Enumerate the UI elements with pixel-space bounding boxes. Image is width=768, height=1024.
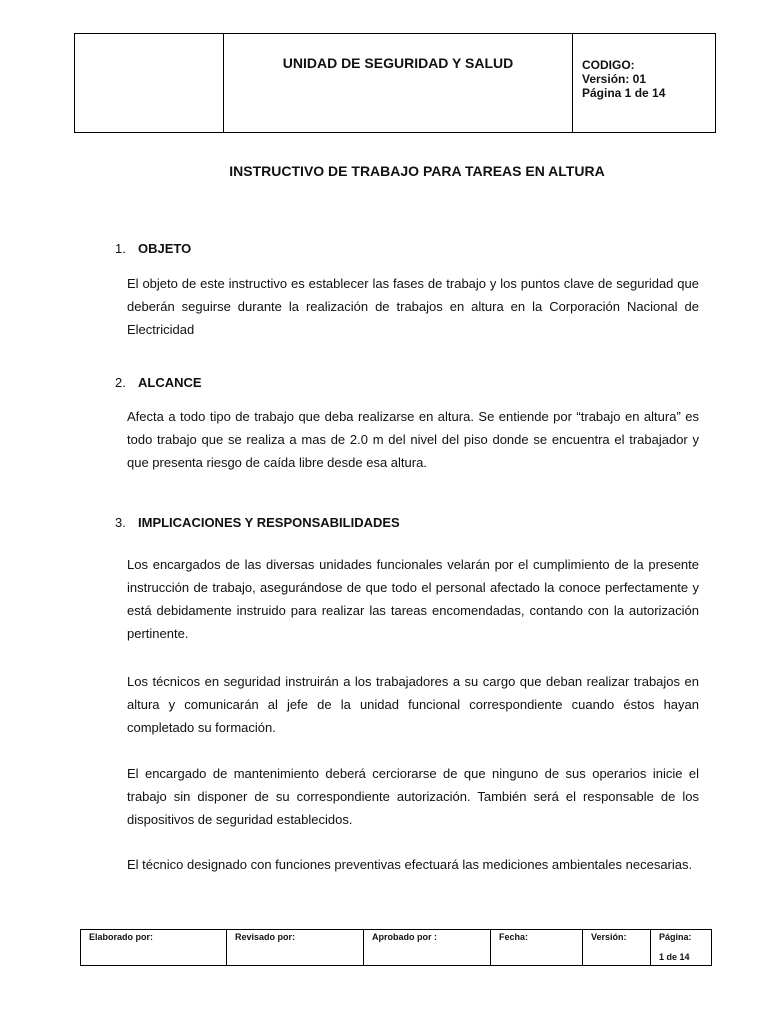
- codigo-label: CODIGO:: [582, 58, 635, 72]
- footer-table: [80, 929, 712, 966]
- paragraph: Afecta a todo tipo de trabajo que deba realizarse en altura. Se entiende por “trabajo en altura” es todo trabajo que se realiza a mas de 2.0 m del nivel del piso donde se encuentra el trabajador y que presenta riesgo de caída libre desde esa altura.: [127, 409, 699, 470]
- paragraph: El técnico designado con funciones preventivas efectuará las mediciones ambientales necesarias.: [127, 857, 693, 872]
- section-heading-implicaciones: [115, 515, 400, 530]
- footer-pagina-value: 1 de 14: [659, 952, 690, 962]
- footer-elaborado: Elaborado por:: [81, 930, 227, 965]
- paragraph: Los encargados de las diversas unidades funcionales velarán por el cumplimiento de la presente instrucción de trabajo, asegurándose de que todo el personal afectado la conoce perfectamente y está debidamente instruido para realizar las tareas encomendadas, contando con la autorización pertinente.: [127, 557, 699, 641]
- unit-title: UNIDAD DE SEGURIDAD Y SALUD: [224, 34, 573, 132]
- section-number: 1.: [115, 241, 126, 256]
- paragraph: El objeto de este instructivo es establecer las fases de trabajo y los puntos clave de seguridad que deberán seguirse durante la realización de trabajos en altura en la Corporación Nacional de Electricidad: [127, 276, 699, 337]
- section-title: ALCANCE: [138, 375, 202, 390]
- section-number: 3.: [115, 515, 126, 530]
- page-label: Página 1 de 14: [582, 86, 666, 100]
- section-heading-alcance: [115, 375, 202, 390]
- footer-pagina: [651, 930, 711, 965]
- document-title: INSTRUCTIVO DE TRABAJO PARA TAREAS EN ALTURA: [229, 163, 605, 179]
- footer-fecha: Fecha:: [491, 930, 583, 965]
- section-heading-objeto: [115, 241, 191, 256]
- section-number: 2.: [115, 375, 126, 390]
- footer-pagina-label: Página:: [659, 932, 692, 942]
- footer-aprobado: Aprobado por :: [364, 930, 491, 965]
- section-title: IMPLICACIONES Y RESPONSABILIDADES: [138, 515, 400, 530]
- version-label: Versión: 01: [582, 72, 647, 86]
- header-table: [74, 33, 716, 133]
- paragraph: Los técnicos en seguridad instruirán a los trabajadores a su cargo que deban realizar trabajos en altura y comunicarán al jefe de la unidad funcional correspondiente cuando éstos hayan completado su formación.: [127, 674, 699, 735]
- document-meta: [573, 34, 715, 132]
- footer-version: Versión:: [583, 930, 651, 965]
- logo-cell: [75, 34, 224, 132]
- paragraph: El encargado de mantenimiento deberá cerciorarse de que ninguno de sus operarios inicie el trabajo sin disponer de su correspondiente autorización. También será el responsable de los dispositivos de seguridad establecidos.: [127, 766, 699, 827]
- section-title: OBJETO: [138, 241, 192, 256]
- footer-revisado: Revisado por:: [227, 930, 364, 965]
